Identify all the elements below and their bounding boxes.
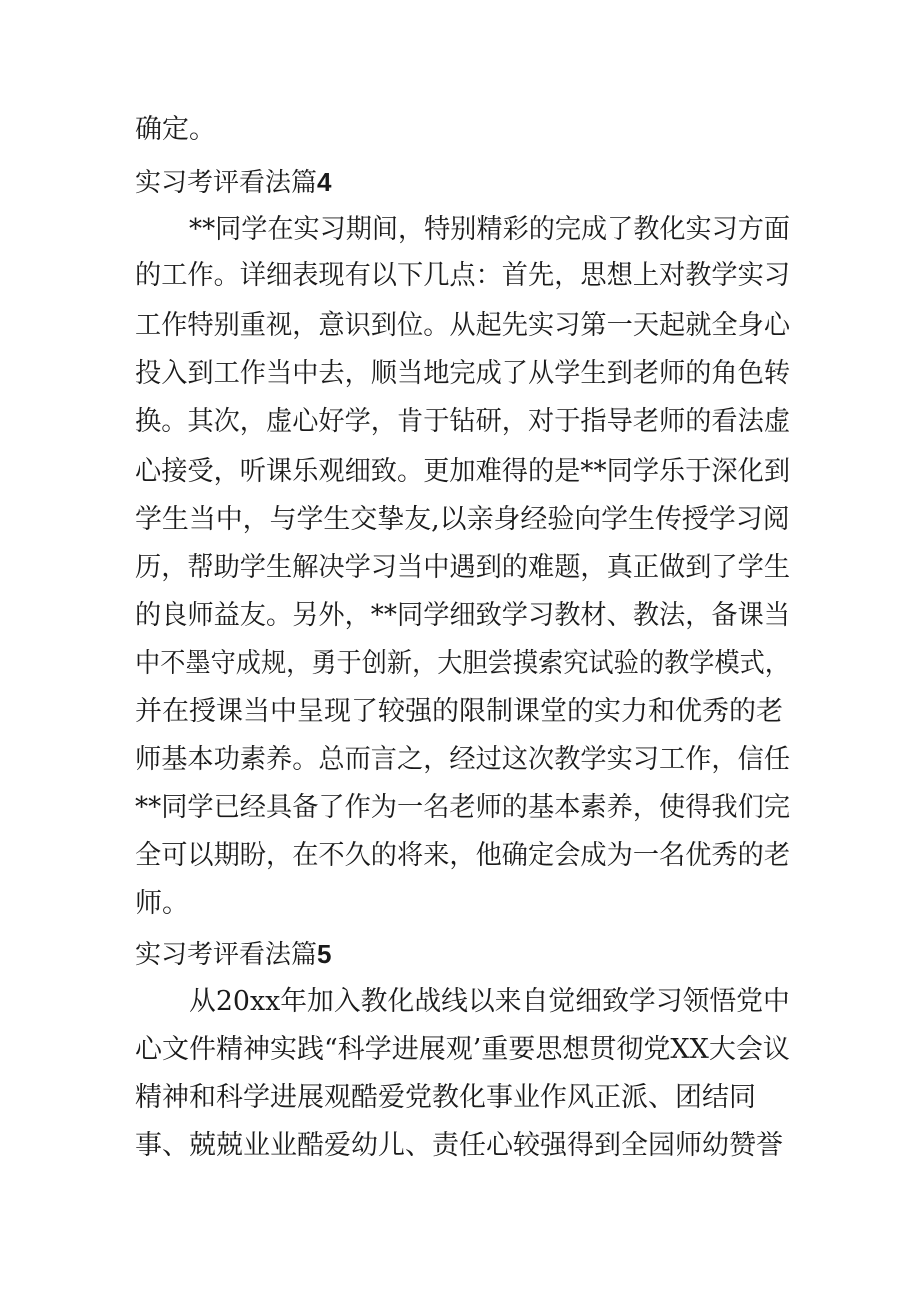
text-line: 从20xx年加入教化战线以来自觉细致学习领悟党中	[189, 986, 790, 1017]
text-line: 全可以期盼，在不久的将来，他确定会成为一名优秀的老	[135, 840, 791, 871]
heading-text: 实习考评看法篇	[135, 940, 318, 970]
heading-number: 5	[317, 939, 332, 969]
text-line: 师基本功素养。总而言之，经过这次教学实习工作，信任	[135, 744, 791, 775]
text-line: 并在授课当中呈现了较强的限制课堂的实力和优秀的老	[135, 696, 783, 727]
section-heading	[135, 937, 331, 972]
text-line: 的良师益友。另外，**同学细致学习教材、教法，备课当	[135, 600, 791, 631]
text-line: 心文件精神实践“科学进展观’重要思想贯彻党XX大会议	[135, 1034, 790, 1065]
text-line: 的工作。详细表现有以下几点：首先，思想上对教学实习	[135, 260, 791, 291]
text-line: 确定。	[135, 114, 216, 145]
text-line: 工作特别重视，意识到位。从起先实习第一天起就全身心	[135, 310, 791, 341]
text-line: 精神和科学进展观酷爱党教化事业作风正派、团结同	[135, 1082, 756, 1113]
text-line: 换。其次，虚心好学，肯于钻研，对于指导老师的看法虚	[135, 406, 791, 437]
text-line: **同学在实习期间，特别精彩的完成了教化实习方面	[189, 214, 791, 245]
text-line: 师。	[135, 888, 189, 919]
text-line: 学生当中，与学生交挚友,以亲身经验向学生传授学习阅	[135, 504, 790, 535]
section-heading	[135, 165, 331, 200]
heading-number: 4	[317, 167, 332, 197]
text-line: 投入到工作当中去，顺当地完成了从学生到老师的角色转	[135, 358, 791, 389]
text-line: **同学已经具备了作为一名老师的基本素养，使得我们完	[135, 792, 791, 823]
text-line: 事、兢兢业业酷爱幼儿、责任心较强得到全园师幼赞誉	[135, 1130, 783, 1161]
text-line: 历，帮助学生解决学习当中遇到的难题，真正做到了学生	[135, 552, 791, 583]
text-line: 中不墨守成规，勇于创新，大胆尝摸索究试验的教学模式，	[135, 648, 790, 679]
text-line: 心接受，听课乐观细致。更加难得的是**同学乐于深化到	[135, 456, 791, 487]
heading-text: 实习考评看法篇	[135, 168, 318, 198]
